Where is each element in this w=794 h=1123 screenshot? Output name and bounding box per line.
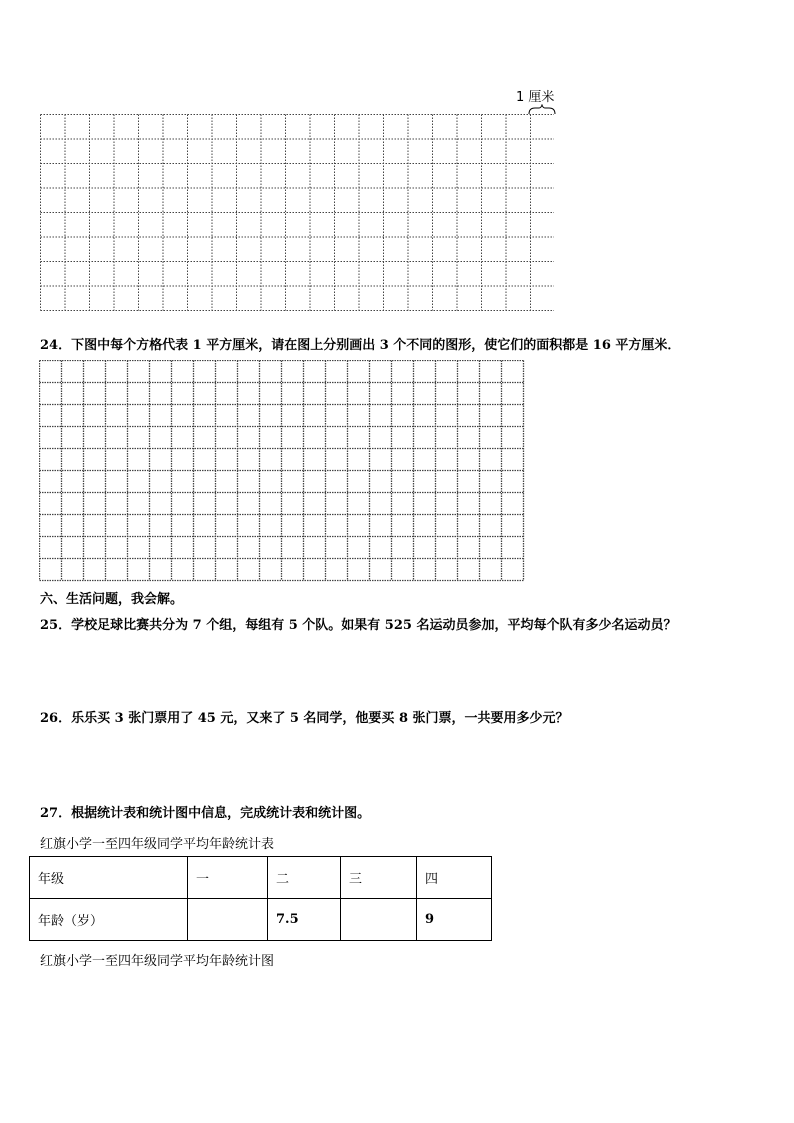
header-cell: 二 bbox=[268, 857, 341, 899]
square-grid-top[interactable] bbox=[40, 114, 554, 312]
header-cell: 三 bbox=[341, 857, 417, 899]
section-6-title: 六、生活问题，我会解。 bbox=[40, 592, 184, 607]
header-cell: 年级 bbox=[30, 857, 188, 899]
chart-title: 红旗小学一至四年级同学平均年龄统计图 bbox=[40, 954, 275, 969]
header-cell: 一 bbox=[188, 857, 268, 899]
age-statistics-table bbox=[29, 856, 492, 941]
scale-label: 1 厘米 bbox=[516, 90, 555, 105]
age-cell-grade-1[interactable] bbox=[188, 899, 268, 941]
question-24: 24．下图中每个方格代表 1 平方厘米，请在图上分别画出 3 个不同的图形，使它们的面积都是 16 平方厘米． bbox=[40, 338, 681, 353]
table-data-row bbox=[30, 899, 492, 941]
question-26: 26．乐乐买 3 张门票用了 45 元，又来了 5 名同学，他要买 8 张门票，一共要用多少元？ bbox=[40, 711, 569, 726]
row-label-cell: 年龄（岁） bbox=[30, 899, 188, 941]
question-25: 25．学校足球比赛共分为 7 个组，每组有 5 个队。如果有 525 名运动员参加，平均每个队有多少名运动员？ bbox=[40, 618, 677, 633]
table-title: 红旗小学一至四年级同学平均年龄统计表 bbox=[40, 837, 275, 852]
age-cell-grade-3[interactable] bbox=[341, 899, 417, 941]
square-grid-q24[interactable] bbox=[39, 360, 527, 582]
age-cell-grade-4: 9 bbox=[417, 899, 492, 941]
header-cell: 四 bbox=[417, 857, 492, 899]
age-cell-grade-2: 7.5 bbox=[268, 899, 341, 941]
table-header-row bbox=[30, 857, 492, 899]
question-27: 27．根据统计表和统计图中信息，完成统计表和统计图。 bbox=[40, 806, 371, 821]
